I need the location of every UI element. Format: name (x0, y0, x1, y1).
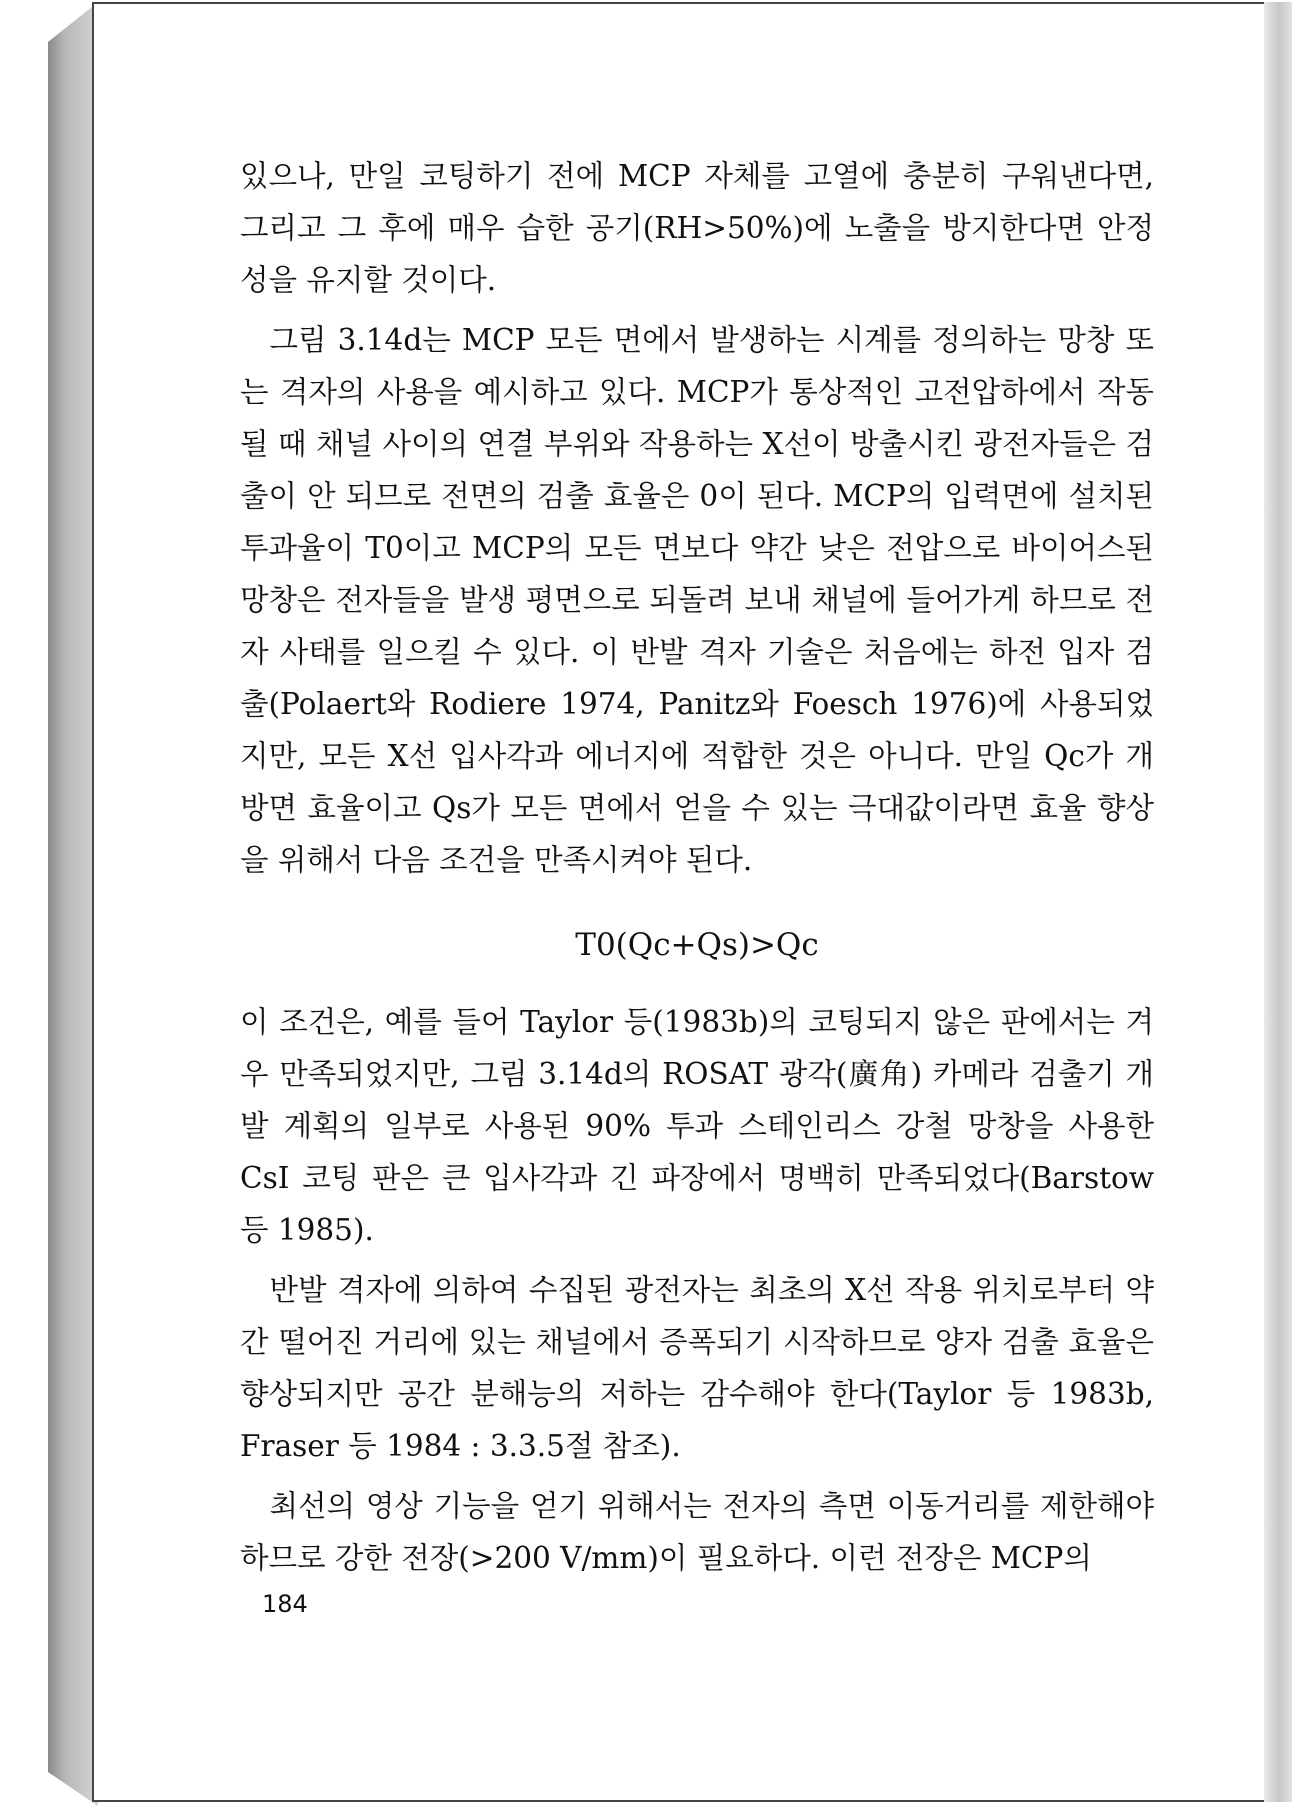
paragraph-2: 그림 3.14d는 MCP 모든 면에서 발생하는 시계를 정의하는 망창 또는 격자의 사용을 예시하고 있다. MCP가 통상적인 고전압하에서 작동될 때 채널 사이의 연결 부위와 작용하는 X선이 방출시킨 광전자들은 검출이 안 되므로 전면의 검출 효율은 0이 된다. MCP의 입력면에 설치된 투과율이 T0이고 MCP의 모든 면보다 약간 낮은 전압으로 바이어스된 망창은 전자들을 발생 평면으로 되돌려 보내 채널에 들어가게 하므로 전자 사태를 일으킬 수 있다. 이 반발 격자 기술은 처음에는 하전 입자 검출(Polaert와 Rodiere 1974, Panitz와 Foesch 1976)에 사용되었지만, 모든 X선 입사각과 에너지에 적합한 것은 아니다. 만일 Qc가 개방면 효율이고 Qs가 모든 면에서 얻을 수 있는 극대값이라면 효율 향상을 위해서 다음 조건을 만족시켜야 된다. (240, 323, 1154, 877)
page-edge (1264, 2, 1292, 1802)
paragraph-3: 이 조건은, 예를 들어 Taylor 등(1983b)의 코팅되지 않은 판에서는 겨우 만족되었지만, 그림 3.14d의 ROSAT 광각(廣角) 카메라 검출기 개발 계획의 일부로 사용된 90% 투과 스테인리스 강철 망창을 사용한 CsI 코팅 판은 큰 입사각과 긴 파장에서 명백히 만족되었다(Barstow 등 1985). (240, 1005, 1154, 1247)
paragraph-4: 반발 격자에 의하여 수집된 광전자는 최초의 X선 작용 위치로부터 약간 떨어진 거리에 있는 채널에서 증폭되기 시작하므로 양자 검출 효율은 향상되지만 공간 분해능의 저하는 감수해야 한다(Taylor 등 1983b, Fraser 등 1984 : 3.3.5절 참조). (240, 1273, 1154, 1463)
paragraph-5: 최선의 영상 기능을 얻기 위해서는 전자의 측면 이동거리를 제한해야 하므로 강한 전장(>200 V/mm)이 필요하다. 이런 전장은 MCP의 (240, 1489, 1154, 1575)
paragraph-1: 있으나, 만일 코팅하기 전에 MCP 자체를 고열에 충분히 구워낸다면, 그리고 그 후에 매우 습한 공기(RH>50%)에 노출을 방지한다면 안정성을 유지할 것이다. (240, 159, 1154, 297)
page-body (240, 150, 1154, 1592)
equation: T0(Qc+Qs)>Qc (575, 927, 819, 963)
page-number: 184 (262, 1590, 308, 1618)
book-spine (48, 2, 98, 1806)
